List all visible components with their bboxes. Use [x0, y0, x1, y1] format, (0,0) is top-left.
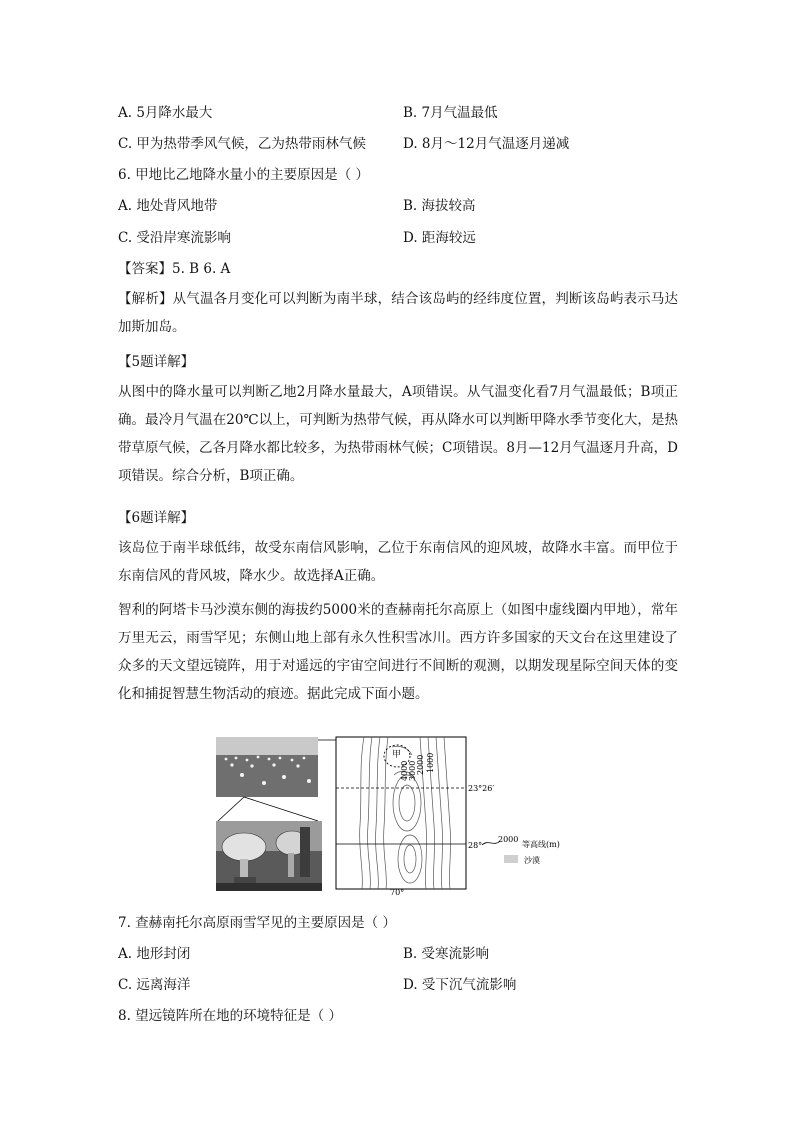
map-place-label: 甲 [392, 750, 402, 760]
radio-telescope-photo [216, 821, 322, 891]
answer: 【答案】5. B 6. A [118, 261, 231, 277]
q5-option-b: B. 7月气温最低 [403, 105, 498, 121]
q5-option-d: D. 8月～12月气温逐月递减 [403, 136, 570, 152]
legend-contour-label: 等高线(m) [522, 840, 560, 849]
q6-option-b: B. 海拔较高 [403, 198, 476, 214]
q6-detail: 该岛位于南半球低纬，故受东南信风影响，乙位于东南信风的迎风坡，故降水丰富。而甲位于东南信风的背风坡，降水少。故选择A正确。 [118, 540, 678, 584]
q8-stem: 8. 望远镜阵所在地的环境特征是（ ） [118, 1008, 342, 1024]
legend-desert-label: 沙漠 [524, 856, 540, 865]
q6-detail-title: 【6题详解】 [118, 510, 195, 526]
q7-option-a: A. 地形封闭 [118, 946, 191, 962]
q5-detail: 从图中的降水量可以判断乙地2月降水量最大，A项错误。从气温变化看7月气温最低；B项正确。最冷月气温在20℃以上，可判断为热带气候，再从降水可以判断甲降水季节变化大，是热带草原气候，乙各月降水都比较多，为热带雨林气候；C项错误。8月—12月气温逐月升高，D项错误。综合分析，B项正确。 [118, 384, 678, 484]
q6-option-a: A. 地处背风地带 [118, 198, 218, 214]
contour-label-2000: 2000 [416, 754, 425, 775]
q7-option-d: D. 受下沉气流影响 [403, 977, 517, 993]
passage: 智利的阿塔卡马沙漠东侧的海拔约5000米的查赫南托尔高原上（如图中虚线圈内甲地），常年万里无云，雨雪罕见；东侧山地上部有永久性积雪冰川。西方许多国家的天文台在这里建设了众多的天文望远镜阵，用于对遥远的宇宙空间进行不间断的观测，以期发现星际空间天体的变化和捕捉智慧生物活动的痕迹。据此完成下面小题。 [118, 602, 678, 702]
q7-option-b: B. 受寒流影响 [403, 946, 490, 962]
q5-detail-title: 【5题详解】 [118, 354, 195, 370]
contour-label-1000: 1000 [426, 752, 435, 773]
figure-svg [214, 735, 594, 895]
q6-option-c: C. 受沿岸寒流影响 [118, 230, 231, 246]
latitude-label-tropic: 23°26′ [468, 784, 495, 793]
figure [214, 735, 594, 895]
legend-contour-value: 2000 [498, 835, 519, 844]
q7-stem: 7. 查赫南托尔高原雨雪罕见的主要原因是（ ） [118, 915, 396, 931]
q6-stem: 6. 甲地比乙地降水量小的主要原因是（ ） [118, 167, 369, 183]
q7-option-c: C. 远离海洋 [118, 977, 191, 993]
telescope-field-photo [216, 737, 318, 797]
analysis: 【解析】从气温各月变化可以判断为南半球，结合该岛屿的经纬度位置，判断该岛屿表示马达加斯加岛。 [118, 291, 678, 335]
longitude-label-70: 70° [390, 888, 405, 895]
map-legend [482, 835, 560, 865]
contour-label-4000: 4000 [400, 760, 409, 781]
q5-option-c: C. 甲为热带季风气候，乙为热带雨林气候 [118, 136, 366, 152]
contour-label-3000: 3000 [408, 760, 417, 781]
contour-map [336, 737, 466, 889]
latitude-label-28: 28° [468, 841, 483, 850]
q6-option-d: D. 距海较远 [403, 230, 476, 246]
q5-option-a: A. 5月降水最大 [118, 105, 213, 121]
